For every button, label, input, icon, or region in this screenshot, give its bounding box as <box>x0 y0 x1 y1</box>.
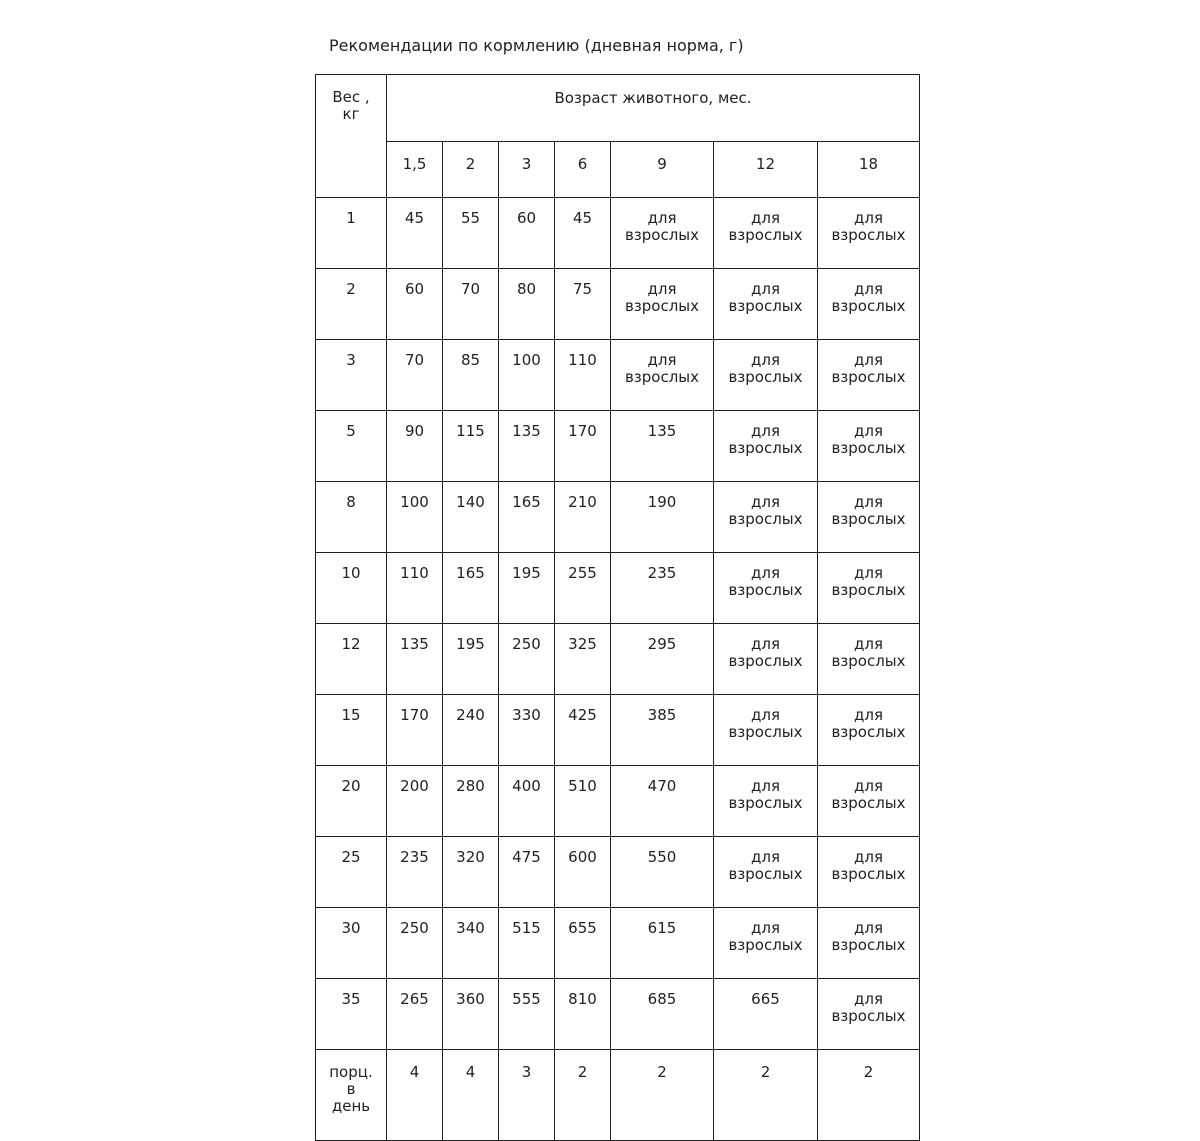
portion-value: для взрослых <box>624 209 700 244</box>
portion-cell <box>818 553 920 624</box>
portion-value: 70 <box>404 351 425 369</box>
portion-cell <box>818 979 920 1050</box>
portion-value: для взрослых <box>831 848 906 883</box>
portion-value: 510 <box>568 777 597 795</box>
portion-cell <box>555 979 611 1050</box>
weight-value: 25 <box>341 848 361 866</box>
portion-value: 235 <box>400 848 429 866</box>
age-column-header <box>714 142 818 198</box>
weight-cell <box>316 269 387 340</box>
portions-count: 2 <box>577 1063 588 1081</box>
feeding-table <box>315 74 920 1141</box>
age-column-text: 2 <box>465 155 476 173</box>
portion-cell <box>499 411 555 482</box>
portion-value: 235 <box>647 564 677 582</box>
portion-cell <box>443 837 499 908</box>
portion-cell <box>714 837 818 908</box>
portion-cell <box>555 340 611 411</box>
weight-value: 3 <box>346 351 356 369</box>
age-column-header <box>555 142 611 198</box>
table-caption: Рекомендации по кормлению (дневная норма, г) <box>329 36 744 55</box>
portions-count-cell <box>555 1050 611 1141</box>
portion-cell <box>611 908 714 979</box>
weight-header-cell <box>316 75 387 198</box>
age-header-text: Возраст животного, мес. <box>554 89 752 107</box>
portion-cell <box>499 624 555 695</box>
portion-cell <box>818 482 920 553</box>
portion-cell <box>714 766 818 837</box>
portion-cell <box>499 553 555 624</box>
weight-cell <box>316 979 387 1050</box>
portion-value: 425 <box>568 706 597 724</box>
portion-value: 90 <box>404 422 425 440</box>
weight-value: 30 <box>341 919 361 937</box>
portion-value: 295 <box>647 635 677 653</box>
table-row <box>316 766 920 837</box>
portion-value: для взрослых <box>831 706 906 741</box>
portions-count: 4 <box>409 1063 420 1081</box>
weight-value: 1 <box>346 209 356 227</box>
portion-cell <box>443 624 499 695</box>
portions-count: 2 <box>657 1063 667 1081</box>
portion-cell <box>714 624 818 695</box>
portion-value: 55 <box>460 209 481 227</box>
portion-cell <box>387 837 443 908</box>
portion-value: для взрослых <box>728 706 803 741</box>
weight-value: 5 <box>346 422 356 440</box>
weight-cell <box>316 908 387 979</box>
portion-value: 210 <box>568 493 597 511</box>
portion-value: для взрослых <box>624 351 700 386</box>
portion-value: для взрослых <box>831 209 906 244</box>
portions-label: порц. в день <box>329 1063 373 1115</box>
portion-cell <box>443 340 499 411</box>
portions-count: 2 <box>760 1063 771 1081</box>
weight-cell <box>316 553 387 624</box>
portion-cell <box>611 766 714 837</box>
age-columns-row <box>316 142 920 198</box>
portion-cell <box>714 908 818 979</box>
portion-value: для взрослых <box>728 280 803 315</box>
weight-value: 12 <box>341 635 361 653</box>
portion-value: 330 <box>512 706 541 724</box>
portion-value: 115 <box>456 422 485 440</box>
portion-cell <box>611 340 714 411</box>
portion-cell <box>387 695 443 766</box>
age-column-text: 12 <box>755 155 776 173</box>
weight-cell <box>316 340 387 411</box>
age-column-text: 18 <box>858 155 879 173</box>
portion-value: для взрослых <box>728 564 803 599</box>
portion-value: для взрослых <box>831 422 906 457</box>
portion-cell <box>443 269 499 340</box>
portion-cell <box>611 837 714 908</box>
portion-cell <box>555 198 611 269</box>
portion-cell <box>714 482 818 553</box>
portion-cell <box>443 695 499 766</box>
portion-cell <box>387 908 443 979</box>
portion-value: 655 <box>568 919 597 937</box>
portion-value: 135 <box>400 635 429 653</box>
weight-cell <box>316 624 387 695</box>
portion-value: для взрослых <box>831 351 906 386</box>
portion-value: для взрослых <box>831 564 906 599</box>
portion-value: 685 <box>647 990 677 1008</box>
portion-value: 255 <box>568 564 597 582</box>
age-header-cell <box>387 75 920 142</box>
portion-value: 280 <box>456 777 485 795</box>
portion-value: 250 <box>400 919 429 937</box>
portions-count-cell <box>387 1050 443 1141</box>
table-row <box>316 340 920 411</box>
portions-count: 3 <box>521 1063 532 1081</box>
portion-value: 85 <box>460 351 481 369</box>
portions-count-cell <box>499 1050 555 1141</box>
portion-value: для взрослых <box>728 919 803 954</box>
age-column-header <box>387 142 443 198</box>
weight-value: 10 <box>341 564 361 582</box>
age-column-header <box>818 142 920 198</box>
weight-value: 15 <box>341 706 361 724</box>
portion-value: 190 <box>647 493 677 511</box>
age-column-text: 1,5 <box>402 155 427 173</box>
portion-cell <box>818 766 920 837</box>
portion-cell <box>611 198 714 269</box>
age-column-text: 9 <box>657 155 667 173</box>
portion-value: 135 <box>512 422 541 440</box>
portion-cell <box>443 553 499 624</box>
portion-cell <box>499 908 555 979</box>
portion-value: 265 <box>400 990 429 1008</box>
portion-value: 75 <box>572 280 593 298</box>
portion-value: 195 <box>456 635 485 653</box>
weight-value: 2 <box>346 280 356 298</box>
portion-value: 555 <box>512 990 541 1008</box>
portion-cell <box>714 340 818 411</box>
portion-cell <box>555 837 611 908</box>
portion-cell <box>818 624 920 695</box>
portion-cell <box>818 908 920 979</box>
portion-value: 100 <box>512 351 541 369</box>
portion-cell <box>387 624 443 695</box>
portion-value: для взрослых <box>831 635 906 670</box>
portion-value: для взрослых <box>728 777 803 812</box>
weight-cell <box>316 766 387 837</box>
table-row <box>316 624 920 695</box>
portion-cell <box>499 198 555 269</box>
portion-value: 550 <box>647 848 677 866</box>
portion-value: 45 <box>572 209 593 227</box>
portion-value: для взрослых <box>728 848 803 883</box>
portion-value: 60 <box>404 280 425 298</box>
portions-count-cell <box>611 1050 714 1141</box>
portion-cell <box>611 269 714 340</box>
table-row <box>316 695 920 766</box>
portion-cell <box>499 482 555 553</box>
portion-value: 385 <box>647 706 677 724</box>
portion-cell <box>818 837 920 908</box>
portion-value: 170 <box>568 422 597 440</box>
portion-value: 400 <box>512 777 541 795</box>
portion-cell <box>499 766 555 837</box>
portion-value: 470 <box>647 777 677 795</box>
portion-value: 165 <box>512 493 541 511</box>
table-row <box>316 482 920 553</box>
portion-cell <box>818 198 920 269</box>
portions-count: 4 <box>465 1063 476 1081</box>
age-column-header <box>499 142 555 198</box>
portion-value: 600 <box>568 848 597 866</box>
portion-value: 240 <box>456 706 485 724</box>
portion-cell <box>443 766 499 837</box>
portion-value: 340 <box>456 919 485 937</box>
portion-cell <box>387 198 443 269</box>
portion-cell <box>387 482 443 553</box>
portion-cell <box>387 979 443 1050</box>
portions-row <box>316 1050 920 1141</box>
weight-cell <box>316 695 387 766</box>
portion-value: 100 <box>400 493 429 511</box>
portion-value: для взрослых <box>728 493 803 528</box>
portion-value: для взрослых <box>728 351 803 386</box>
portion-cell <box>714 269 818 340</box>
portion-cell <box>443 198 499 269</box>
portion-cell <box>611 553 714 624</box>
portion-cell <box>714 695 818 766</box>
table-row <box>316 269 920 340</box>
portion-cell <box>714 979 818 1050</box>
weight-cell <box>316 482 387 553</box>
table-row <box>316 837 920 908</box>
portions-count-cell <box>443 1050 499 1141</box>
portion-cell <box>611 624 714 695</box>
portion-cell <box>555 908 611 979</box>
portion-cell <box>499 695 555 766</box>
portion-value: для взрослых <box>831 493 906 528</box>
portion-value: 135 <box>647 422 677 440</box>
portion-value: для взрослых <box>831 777 906 812</box>
portion-cell <box>387 340 443 411</box>
portion-cell <box>499 837 555 908</box>
portion-value: для взрослых <box>831 990 906 1025</box>
table-body <box>316 75 920 1141</box>
portion-value: 320 <box>456 848 485 866</box>
portion-value: для взрослых <box>831 280 906 315</box>
portion-value: для взрослых <box>728 422 803 457</box>
portions-count-cell <box>818 1050 920 1141</box>
portion-cell <box>387 411 443 482</box>
portion-value: 360 <box>456 990 485 1008</box>
portion-cell <box>714 411 818 482</box>
portion-value: 615 <box>647 919 677 937</box>
portion-value: 325 <box>568 635 597 653</box>
portions-label-cell <box>316 1050 387 1141</box>
age-column-header <box>611 142 714 198</box>
portion-cell <box>611 411 714 482</box>
portion-cell <box>443 411 499 482</box>
portion-value: 110 <box>568 351 597 369</box>
table-row <box>316 979 920 1050</box>
portion-cell <box>555 411 611 482</box>
portion-cell <box>555 695 611 766</box>
portion-cell <box>611 482 714 553</box>
portion-cell <box>714 198 818 269</box>
portion-cell <box>555 766 611 837</box>
portion-value: 515 <box>512 919 541 937</box>
table-row <box>316 553 920 624</box>
weight-cell <box>316 411 387 482</box>
weight-cell <box>316 837 387 908</box>
portion-value: 665 <box>751 990 780 1008</box>
table-row <box>316 908 920 979</box>
portion-cell <box>499 979 555 1050</box>
weight-value: 35 <box>341 990 361 1008</box>
portion-cell <box>443 979 499 1050</box>
portion-value: 475 <box>512 848 541 866</box>
portion-value: 810 <box>568 990 597 1008</box>
portion-value: 170 <box>400 706 429 724</box>
age-column-text: 3 <box>521 155 532 173</box>
portion-cell <box>499 269 555 340</box>
portion-value: для взрослых <box>728 209 803 244</box>
portion-cell <box>611 979 714 1050</box>
portion-cell <box>818 269 920 340</box>
portion-value: 110 <box>400 564 429 582</box>
portion-value: 250 <box>512 635 541 653</box>
weight-value: 8 <box>346 493 356 511</box>
weight-header-text: Вес , кг <box>332 88 370 123</box>
age-column-text: 6 <box>577 155 588 173</box>
portion-cell <box>499 340 555 411</box>
portion-value: 165 <box>456 564 485 582</box>
age-column-header <box>443 142 499 198</box>
portion-cell <box>555 482 611 553</box>
portions-count: 2 <box>863 1063 874 1081</box>
header-row <box>316 75 920 142</box>
portion-cell <box>443 482 499 553</box>
weight-value: 20 <box>341 777 361 795</box>
portion-cell <box>611 695 714 766</box>
portion-value: 45 <box>404 209 425 227</box>
portion-value: 60 <box>516 209 537 227</box>
portion-cell <box>818 411 920 482</box>
portion-cell <box>714 553 818 624</box>
portion-value: 70 <box>460 280 481 298</box>
portion-value: для взрослых <box>831 919 906 954</box>
portions-count-cell <box>714 1050 818 1141</box>
portion-cell <box>555 624 611 695</box>
portion-cell <box>818 340 920 411</box>
portion-value: для взрослых <box>728 635 803 670</box>
table-row <box>316 411 920 482</box>
portion-value: 140 <box>456 493 485 511</box>
portion-cell <box>387 553 443 624</box>
weight-cell <box>316 198 387 269</box>
portion-cell <box>387 269 443 340</box>
portion-value: 200 <box>400 777 429 795</box>
portion-cell <box>387 766 443 837</box>
portion-cell <box>555 269 611 340</box>
portion-value: 195 <box>512 564 541 582</box>
table-row <box>316 198 920 269</box>
portion-value: для взрослых <box>624 280 700 315</box>
portion-cell <box>555 553 611 624</box>
portion-cell <box>443 908 499 979</box>
portion-value: 80 <box>516 280 537 298</box>
portion-cell <box>818 695 920 766</box>
